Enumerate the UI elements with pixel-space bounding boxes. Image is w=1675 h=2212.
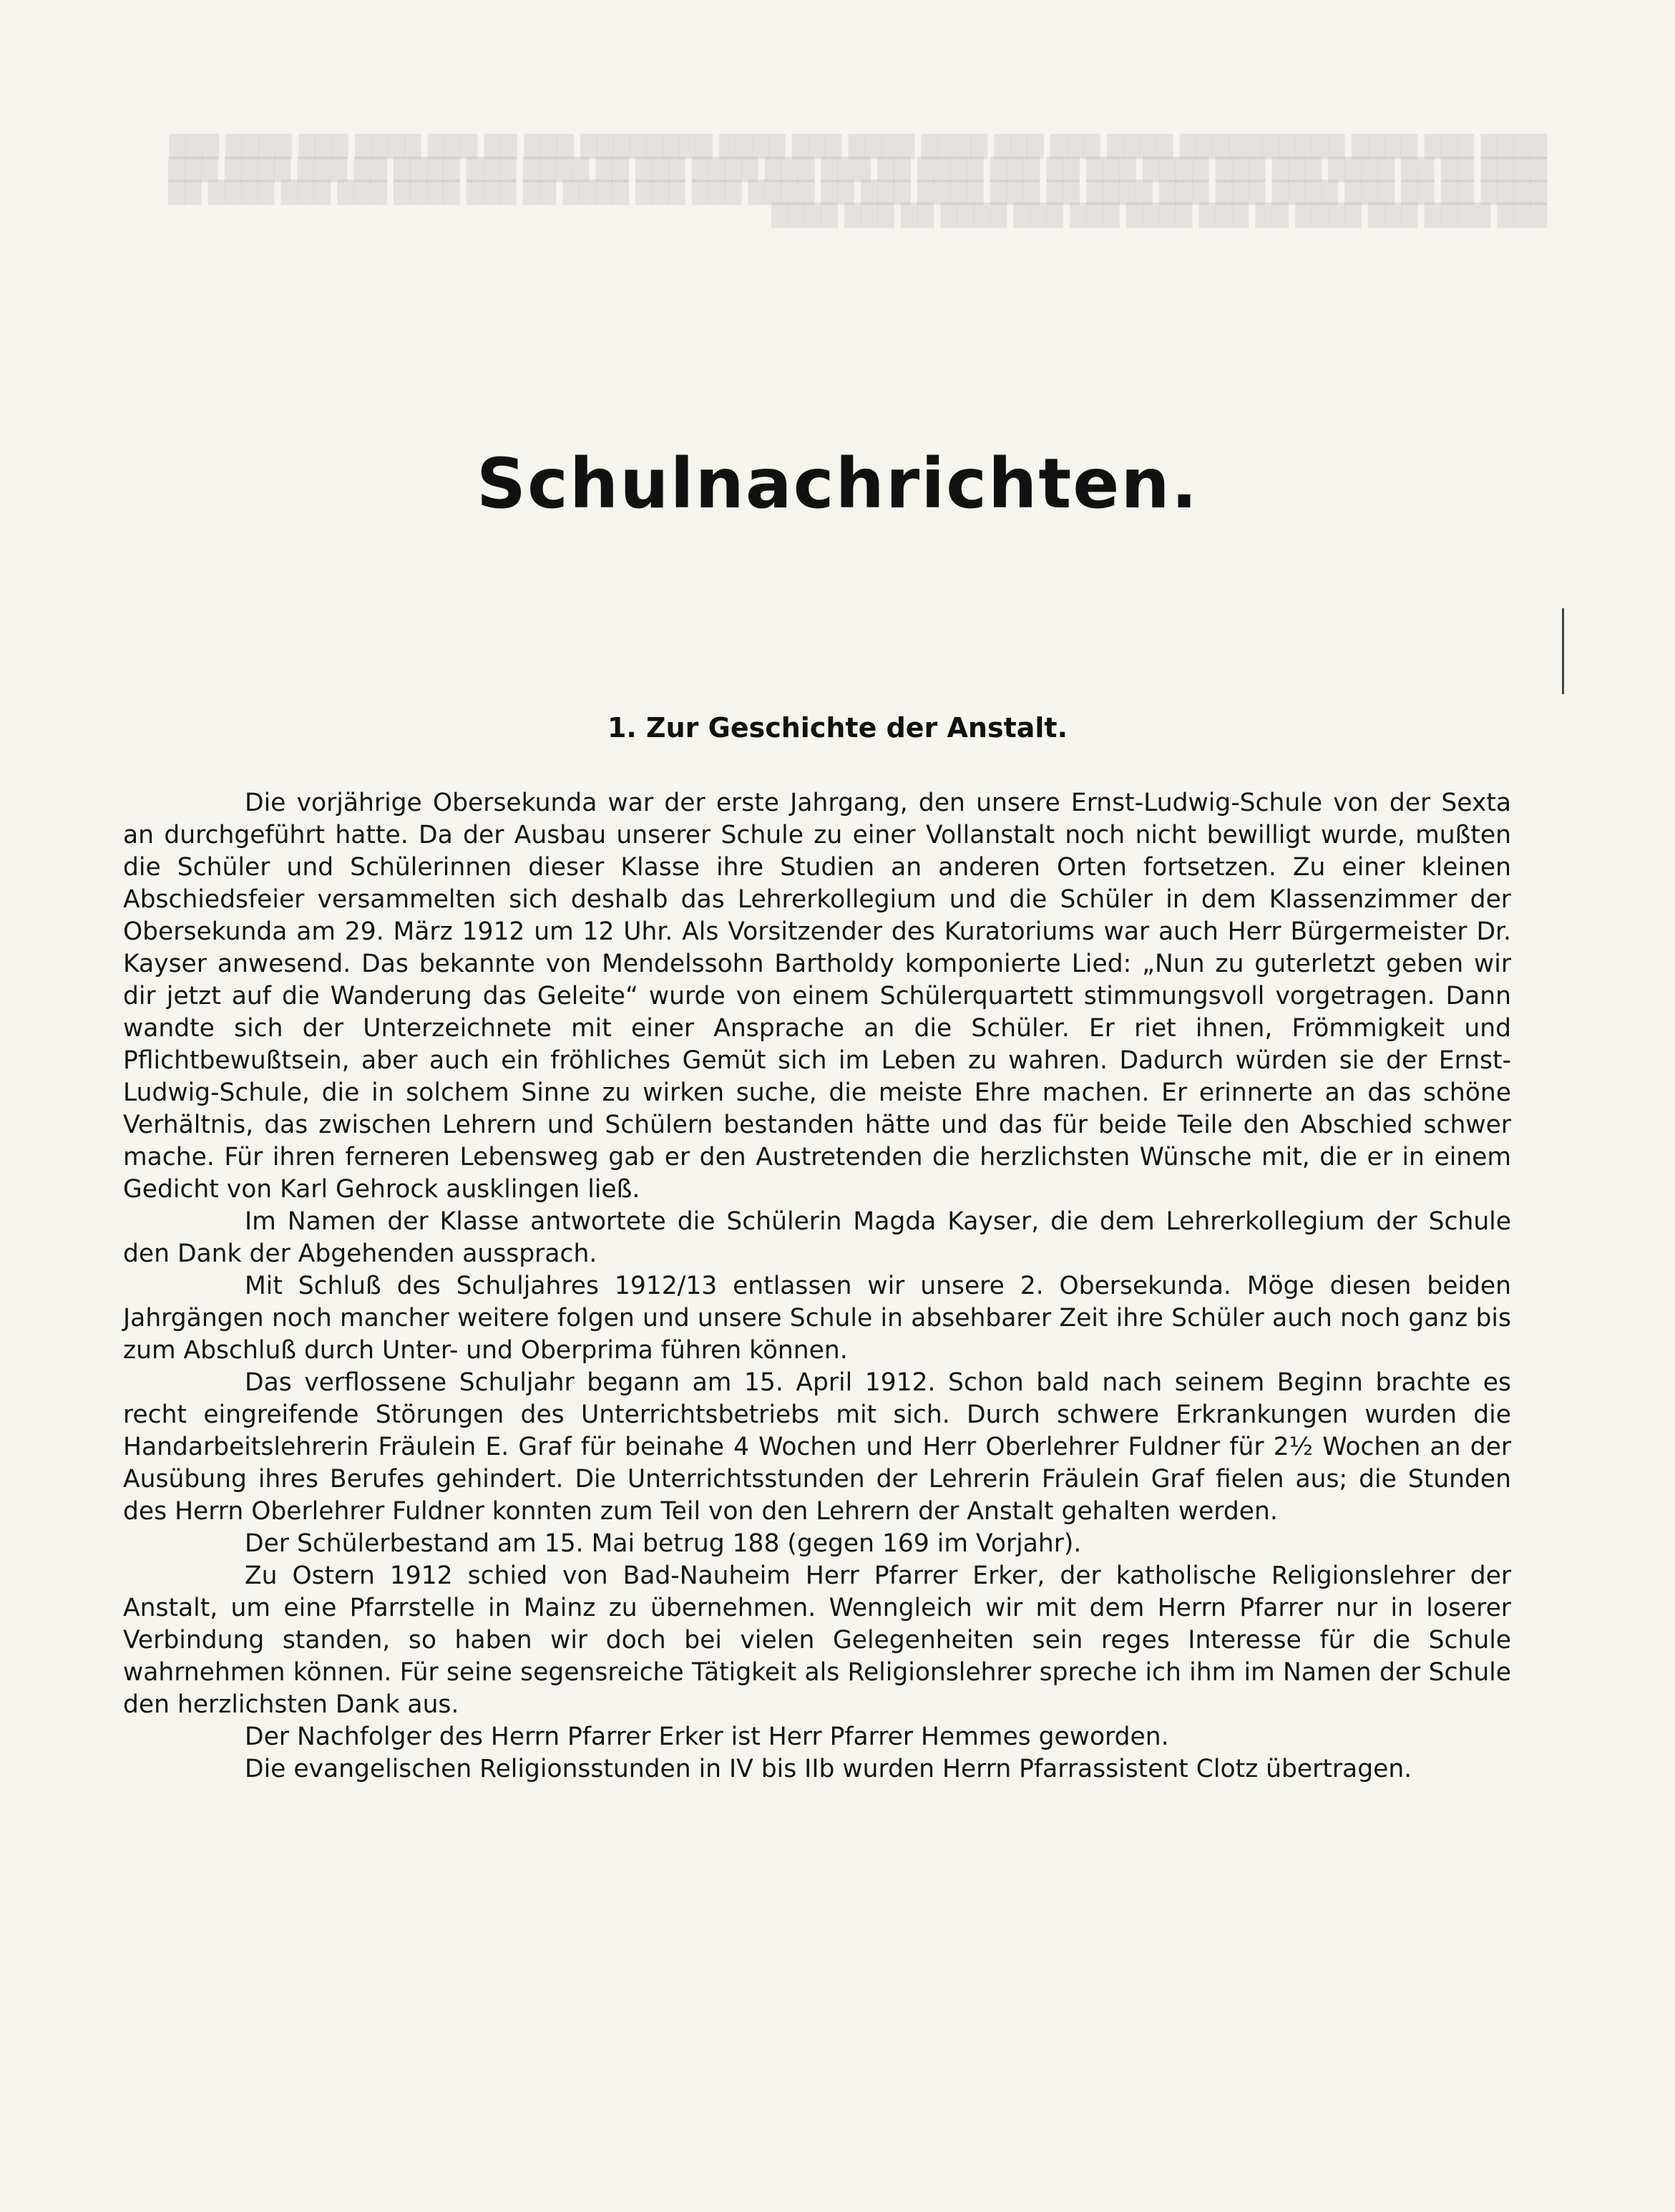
bleed-through-texture: ████ ███ ████ ██████████ ████ ███ ███ ████ ████ ███ ████ ████████ ███ ██ ███ ████ ███ ████ ███ ████ ██ ██ ████ ███ ███ ████ ███ ██ ███ ████ ██ ███ ███ ████ ███ ██ ████ ███ ████ ██ ███ ████ ███ ████ ██ ██ ███ ████ ███ ███ ████ ██ ███ ████ ███ ██ ████ ███ ███ ████ ██ ███ ████ ███ ███ ████ ██ ███ ████ ███ ████ ██ ███ ████ ███ ███ ████ ██ ███ ████ (168, 135, 1547, 228)
body-text (123, 787, 1511, 1785)
page-edge-mark (1562, 608, 1564, 694)
paragraph-enrollment: Der Schülerbestand am 15. Mai betrug 188 (gegen 169 im Vorjahr). (245, 1529, 1082, 1558)
paragraph-class-response: Im Namen der Klasse antwortete die Schülerin Magda Kayser, die dem Lehrerkollegium der Schule den Dank der Abgehenden aussprach. (123, 1207, 1511, 1268)
paragraph-successor: Der Nachfolger des Herrn Pfarrer Erker ist Herr Pfarrer Hemmes geworden. (245, 1723, 1169, 1751)
page-title: Schulnachrichten. (476, 444, 1199, 524)
paragraph-pfarrer-erker: Zu Ostern 1912 schied von Bad-Nauheim Herr Pfarrer Erker, der katholische Religionslehrer der Anstalt, um eine Pfarrstelle in Mainz zu übernehmen. Wenngleich wir mit dem Herrn Pfarrer nur in loserer Verbindung standen, so haben wir doch bei vielen Gelegenheiten sein reges Interesse für die Schule wahrnehmen können. Für seine segensreiche Tätigkeit als Religionslehrer spreche ich ihm im Namen der Schule den herzlichsten Dank aus. (123, 1561, 1511, 1719)
paragraph-evangelical-lessons: Die evangelischen Religionsstunden in IV bis IIb wurden Herrn Pfarrassistent Clotz übertragen. (245, 1755, 1412, 1783)
paragraph-farewell: Die vorjährige Obersekunda war der erste Jahrgang, den unsere Ernst-Ludwig-Schule von der Sexta an durchgeführt hatte. Da der Ausbau unserer Schule zu einer Vollanstalt noch nicht bewilligt wurde, mußten die Schüler und Schülerinnen dieser Klasse ihre Studien an anderen Orten fortsetzen. Zu einer kleinen Abschiedsfeier versammelten sich deshalb das Lehrerkollegium und die Schüler in dem Klassenzimmer der Obersekunda am 29. März 1912 um 12 Uhr. Als Vorsitzender des Kuratoriums war auch Herr Bürgermeister Dr. Kayser anwesend. Das bekannte von Mendelssohn Bartholdy komponierte Lied: „Nun zu guterletzt geben wir dir jetzt auf die Wanderung das Geleite“ wurde von einem Schülerquartett stimmungsvoll vorgetragen. Dann wandte sich der Unterzeichnete mit einer Ansprache an die Schüler. Er riet ihnen, Frömmigkeit und Pflichtbewußtsein, aber auch ein fröhliches Gemüt sich im Leben zu wahren. Dadurch würden sie der Ernst-Ludwig-Schule, die in solchem Sinne zu wirken suche, die meiste Ehre machen. Er erinnerte an das schöne Verhältnis, das zwischen Lehrern und Schülern bestanden hätte und das für beide Teile den Abschied schwer mache. Für ihren ferneren Lebensweg gab er den Austretenden die herzlichsten Wünsche mit, die er in einem Gedicht von Karl Gehrock ausklingen ließ. (123, 789, 1511, 1204)
paragraph-second-cohort: Mit Schluß des Schuljahres 1912/13 entlassen wir unsere 2. Obersekunda. Möge diesen beiden Jahrgängen noch mancher weitere folgen und unsere Schule in absehbarer Zeit ihre Schüler auch noch ganz bis zum Abschluß durch Unter- und Oberprima führen können. (123, 1272, 1511, 1365)
paragraph-school-year: Das verflossene Schuljahr begann am 15. April 1912. Schon bald nach seinem Beginn brachte es recht eingreifende Störungen des Unterrichtsbetriebs mit sich. Durch schwere Erkrankungen wurden die Handarbeitslehrerin Fräulein E. Graf für beinahe 4 Wochen und Herr Oberlehrer Fuldner für 2½ Wochen an der Ausübung ihres Berufes gehindert. Die Unterrichtsstunden der Lehrerin Fräulein Graf fielen aus; die Stunden des Herrn Oberlehrer Fuldner konnten zum Teil von den Lehrern der Anstalt gehalten werden. (123, 1368, 1511, 1526)
section-heading: 1. Zur Geschichte der Anstalt. (607, 712, 1068, 744)
